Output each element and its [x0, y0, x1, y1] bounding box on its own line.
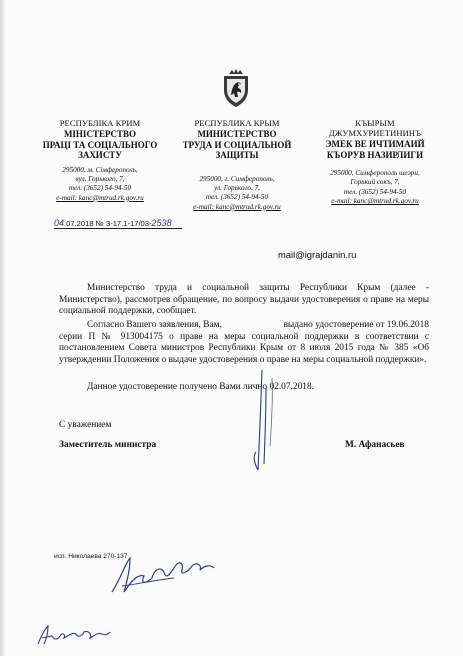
official-signature	[232, 368, 302, 478]
coat-of-arms-icon	[220, 68, 252, 108]
header-ukrainian	[40, 118, 160, 203]
bottom-signature	[34, 622, 114, 650]
scan-edge-shadow	[0, 0, 6, 656]
executor-line: исп. Николаева 270-137	[54, 553, 128, 560]
registration-underline	[54, 228, 182, 229]
body-paragraph-2: Согласно Вашего заявления, Вам, выдано удостоверение от 19.06.2018 серии П № 913004175 о праве на меры социальной поддержки в соответствии с постановлением Совета министров Республики Крым от 8 июля 2015 года № 385 «Об утверждении Положения о выдаче удостоверения о праве на меры социальной поддержки».	[59, 320, 432, 365]
address-ru: 295000, г. Симферополь, ул. Горького, 7, тел. (3652) 54-94-50 e-mail: kanc@mtrud.rk.gov.ru	[193, 174, 281, 211]
body-paragraph-1: Министерство труда и социальной защиты Республики Крым (далее - Министерство), рассмотрев обращение, по вопросу выдачи удостоверения о праве на меры социальной поддержки, сообщает.	[59, 283, 429, 317]
republic-name-cr: КЪЫРЫМ ДЖУМХУРИЕТИНИНЪ	[328, 118, 422, 138]
address-cr: 295000, Симферополь шеэри, Горький сокъ, 7, тел. (3652) 54-94-50 e-mail: kanc@mtrud.rk.gov.ru	[330, 169, 420, 206]
ministry-name-ru: МИНИСТЕРСТВО ТРУДА И СОЦИАЛЬНОЙ ЗАЩИТЫ	[182, 129, 292, 160]
closing-regards: С уважением	[59, 420, 112, 430]
registration-line	[54, 218, 172, 228]
republic-name-ua: РЕСПУБЛІКА КРИМ	[59, 118, 141, 128]
body-paragraph-3: Данное удостоверение получено Вами лично 02.07.2018.	[87, 382, 314, 392]
registration-date-handwritten: 04	[54, 218, 65, 228]
republic-name-ru: РЕСПУБЛИКА КРЫМ	[194, 118, 280, 128]
header-crimean-tatar	[312, 118, 438, 207]
registration-number-printed: .07.2018 № 3-17.1-17/03-	[64, 219, 152, 228]
recipient-email: mail@igrajdanin.ru	[278, 249, 357, 260]
registration-number-handwritten: 2538	[151, 218, 172, 228]
header-russian	[172, 118, 302, 212]
signatory-position: Заместитель министра	[59, 440, 157, 450]
ministry-name-cr: ЭМЕК ВЕ ИЧТИМАИЙ КЪОРУВ НАЗИРЛИГИ	[325, 139, 425, 160]
ministry-name-ua: МІНІСТЕРСТВО ПРАЦІ ТА СОЦІАЛЬНОГО ЗАХИСТУ	[42, 129, 158, 160]
signatory-name: М. Афанасьев	[345, 440, 405, 450]
address-ua: 295000, м. Сімферополь, вул. Горького, 7, тел. (3652) 54-94-50 e-mail: kanc@mtrud.rk.gov.ru	[56, 165, 144, 202]
executor-signature	[108, 550, 218, 600]
